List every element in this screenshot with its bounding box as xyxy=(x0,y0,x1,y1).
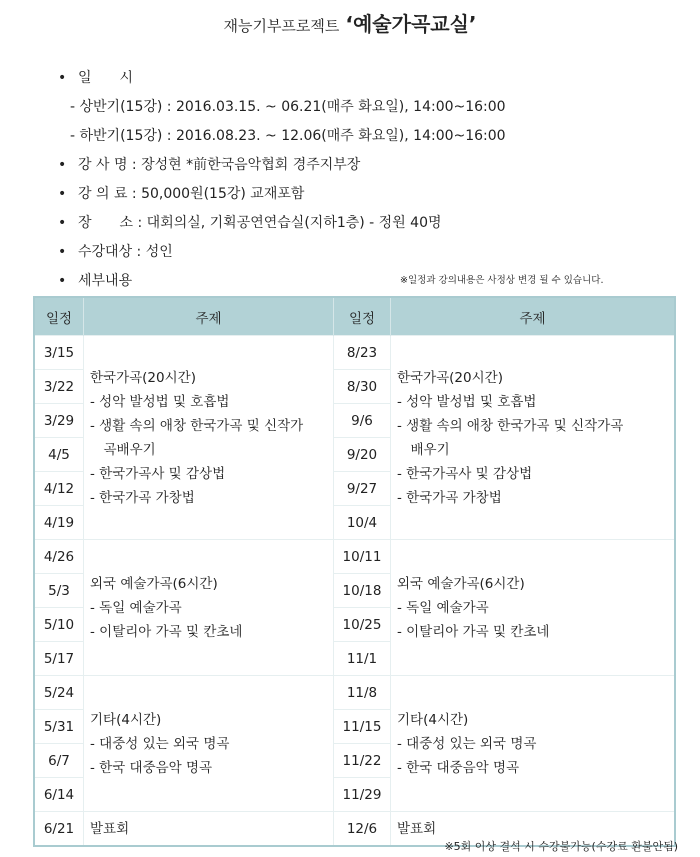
details-text: 세부내용 xyxy=(78,273,133,289)
date-cell: 4/12 xyxy=(34,472,84,506)
change-note: ※일정과 강의내용은 사정상 변경 될 수 있습니다. xyxy=(400,275,604,286)
date-cell: 5/17 xyxy=(34,642,84,676)
target-text: 수강대상 : 성인 xyxy=(78,244,173,260)
topic-line: - 성악 발성법 및 호흡법 xyxy=(397,393,537,410)
date-cell: 5/10 xyxy=(34,608,84,642)
date-cell: 3/29 xyxy=(34,404,84,438)
topic-line: - 한국가곡사 및 감상법 xyxy=(90,465,226,482)
first-half-schedule: - 상반기(15강) : 2016.03.15. ~ 06.21(매주 화요일), 14:00~16:00 xyxy=(70,99,506,115)
date-cell: 9/27 xyxy=(334,472,391,506)
topic-line: - 한국 대중음악 명곡 xyxy=(90,759,213,776)
date-cell: 10/4 xyxy=(334,506,391,540)
info-list xyxy=(58,64,506,296)
topic-line: - 생활 속의 애창 한국가곡 및 신작가곡 xyxy=(397,417,624,434)
header-date-right: 일정 xyxy=(334,297,391,336)
date-cell: 11/1 xyxy=(334,642,391,676)
table-row xyxy=(34,540,675,574)
topic-line: - 대중성 있는 외국 명곡 xyxy=(90,735,230,752)
date-cell: 11/29 xyxy=(334,778,391,812)
date-cell: 4/5 xyxy=(34,438,84,472)
topic-line: 기타(4시간) xyxy=(90,711,162,728)
schedule-table xyxy=(33,296,676,847)
topic-line: - 한국가곡 가창법 xyxy=(90,489,195,506)
date-cell: 4/19 xyxy=(34,506,84,540)
table-row xyxy=(34,676,675,710)
header-topic-right: 주제 xyxy=(391,297,676,336)
info-date: • 일 시 xyxy=(58,70,134,86)
topic-cell xyxy=(84,336,334,540)
topic-line: 기타(4시간) xyxy=(397,711,469,728)
info-fee: • 강 의 료 : 50,000원(15강) 교재포함 xyxy=(58,186,305,202)
date-cell: 3/22 xyxy=(34,370,84,404)
topic-cell xyxy=(84,812,334,847)
date-cell: 8/30 xyxy=(334,370,391,404)
absence-note: ※5회 이상 결석 시 수강불가능(수강료 환불안됨) xyxy=(444,840,678,853)
topic-line: 배우기 xyxy=(397,441,450,458)
topic-line: - 독일 예술가곡 xyxy=(397,599,489,616)
topic-line: - 독일 예술가곡 xyxy=(90,599,182,616)
topic-line: 외국 예술가곡(6시간) xyxy=(90,575,218,592)
topic-cell xyxy=(391,336,676,540)
table-row xyxy=(34,336,675,370)
topic-line: - 이탈리아 가곡 및 칸초네 xyxy=(90,623,243,640)
info-details: • 세부내용 xyxy=(58,273,133,289)
date-cell: 5/31 xyxy=(34,710,84,744)
date-cell: 6/21 xyxy=(34,812,84,847)
topic-cell xyxy=(391,540,676,676)
fee-text: 강 의 료 : 50,000원(15강) 교재포함 xyxy=(78,186,305,202)
date-cell: 9/20 xyxy=(334,438,391,472)
info-instructor: • 강 사 명 : 장성현 *前한국음악협회 경주지부장 xyxy=(58,157,361,173)
date-cell: 9/6 xyxy=(334,404,391,438)
topic-line: 한국가곡(20시간) xyxy=(90,369,196,386)
date-cell: 11/22 xyxy=(334,744,391,778)
place-text: 장 소 : 대회의실, 기획공연연습실(지하1층) - 정원 40명 xyxy=(78,215,442,231)
topic-line: 외국 예술가곡(6시간) xyxy=(397,575,525,592)
topic-line: 발표회 xyxy=(90,820,130,837)
topic-line: - 성악 발성법 및 호흡법 xyxy=(90,393,230,410)
date-cell: 5/3 xyxy=(34,574,84,608)
topic-line: 곡배우기 xyxy=(90,441,156,458)
date-cell: 6/14 xyxy=(34,778,84,812)
title-prefix: 재능기부프로젝트 xyxy=(223,17,340,35)
page-title xyxy=(0,8,700,37)
topic-cell xyxy=(84,676,334,812)
date-cell: 10/18 xyxy=(334,574,391,608)
date-cell: 10/25 xyxy=(334,608,391,642)
topic-line: - 한국가곡 가창법 xyxy=(397,489,502,506)
second-half-schedule: - 하반기(15강) : 2016.08.23. ~ 12.06(매주 화요일), 14:00~16:00 xyxy=(70,128,506,144)
topic-line: - 한국 대중음악 명곡 xyxy=(397,759,520,776)
date-cell: 3/15 xyxy=(34,336,84,370)
topic-cell xyxy=(391,676,676,812)
topic-line: 발표회 xyxy=(397,820,437,837)
topic-line: - 대중성 있는 외국 명곡 xyxy=(397,735,537,752)
date-cell: 5/24 xyxy=(34,676,84,710)
topic-line: 한국가곡(20시간) xyxy=(397,369,503,386)
header-date-left: 일정 xyxy=(34,297,84,336)
instructor-text: 강 사 명 : 장성현 *前한국음악협회 경주지부장 xyxy=(78,157,361,173)
date-label: 일 시 xyxy=(78,70,134,86)
info-target: • 수강대상 : 성인 xyxy=(58,244,173,260)
date-cell: 8/23 xyxy=(334,336,391,370)
topic-line: - 생활 속의 애창 한국가곡 및 신작가 xyxy=(90,417,304,434)
date-cell: 6/7 xyxy=(34,744,84,778)
topic-line: - 한국가곡사 및 감상법 xyxy=(397,465,533,482)
info-place: • 장 소 : 대회의실, 기획공연연습실(지하1층) - 정원 40명 xyxy=(58,215,442,231)
topic-line: - 이탈리아 가곡 및 칸초네 xyxy=(397,623,550,640)
date-cell: 4/26 xyxy=(34,540,84,574)
date-cell: 11/15 xyxy=(334,710,391,744)
title-main: ‘예술가곡교실’ xyxy=(345,12,477,36)
topic-cell xyxy=(84,540,334,676)
header-topic-left: 주제 xyxy=(84,297,334,336)
date-cell: 11/8 xyxy=(334,676,391,710)
date-cell: 12/6 xyxy=(334,812,391,847)
date-cell: 10/11 xyxy=(334,540,391,574)
